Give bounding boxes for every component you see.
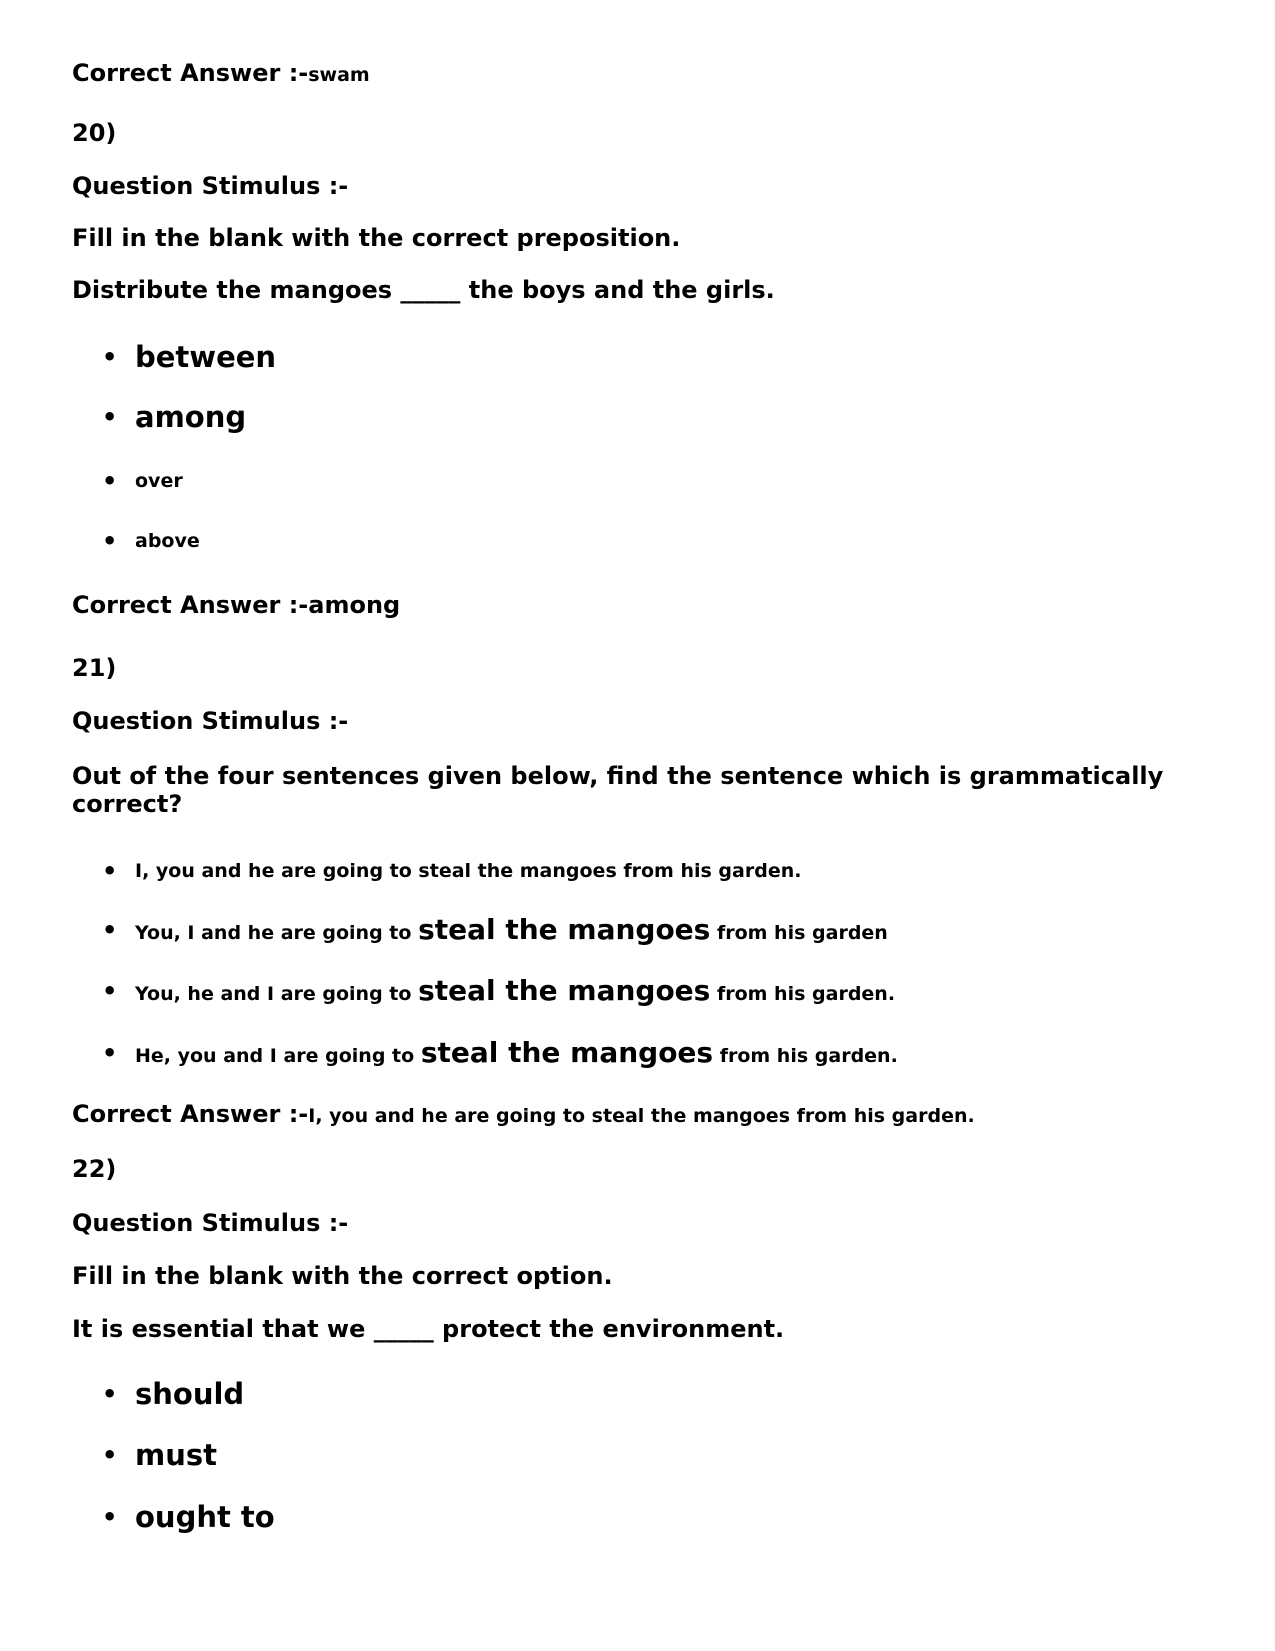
question-stimulus-label: Question Stimulus :- [72, 707, 349, 735]
answer-label: Correct Answer :- [72, 1100, 309, 1128]
answer-line [72, 58, 370, 90]
option-text-emphasis: steal the mangoes [420, 1036, 714, 1069]
bullet-icon: • [102, 403, 118, 431]
answer-label: Correct Answer :- [72, 591, 309, 619]
option-text: over [135, 470, 183, 492]
question-stimulus-label: Question Stimulus :- [72, 1209, 349, 1237]
answer-line [72, 1099, 975, 1131]
bullet-icon: • [102, 527, 118, 555]
bullet-icon: • [102, 977, 118, 1005]
option-text: above [135, 530, 200, 552]
option-text: should [135, 1377, 245, 1411]
option-text [135, 914, 888, 949]
bullet-icon: • [102, 857, 118, 885]
question-number: 21) [72, 654, 117, 682]
option-text-post: from his garden. [710, 983, 896, 1005]
answer-line [72, 590, 400, 620]
option-text-post: from his garden. [713, 1045, 898, 1067]
option-text-pre: He, you and I are going to [135, 1045, 421, 1067]
option-text: between [135, 340, 277, 374]
question-sentence: It is essential that we _____ protect the environment. [72, 1315, 785, 1343]
answer-value: I, you and he are going to steal the mangoes from his garden. [308, 1105, 975, 1127]
option-text: ought to [135, 1500, 275, 1534]
option-text: I, you and he are going to steal the mangoes from his garden. [135, 860, 802, 882]
answer-value: swam [308, 64, 370, 86]
question-instruction: Out of the four sentences given below, find the sentence which is grammatically correct? [72, 762, 1164, 818]
bullet-icon: • [102, 1380, 118, 1408]
question-stimulus-label: Question Stimulus :- [72, 172, 349, 200]
option-text-pre: You, he and I are going to [135, 983, 419, 1005]
bullet-icon: • [102, 343, 118, 371]
option-text-post: from his garden [710, 922, 888, 944]
option-text-emphasis: steal the mangoes [418, 913, 711, 946]
bullet-icon: • [102, 1039, 118, 1067]
bullet-icon: • [102, 1441, 118, 1469]
answer-label: Correct Answer :- [72, 59, 309, 87]
question-sentence: Distribute the mangoes _____ the boys and the girls. [72, 276, 775, 304]
option-text [135, 1037, 898, 1072]
bullet-icon: • [102, 467, 118, 495]
answer-value: among [308, 591, 401, 619]
option-text-emphasis: steal the mangoes [418, 974, 711, 1007]
bullet-icon: • [102, 1503, 118, 1531]
option-text: among [135, 400, 247, 434]
question-instruction: Fill in the blank with the correct option. [72, 1262, 613, 1290]
bullet-icon: • [102, 916, 118, 944]
question-number: 22) [72, 1155, 117, 1183]
question-instruction: Fill in the blank with the correct preposition. [72, 224, 681, 252]
option-text: must [135, 1438, 217, 1472]
question-number: 20) [72, 119, 117, 147]
option-text [135, 975, 895, 1010]
option-text-pre: You, I and he are going to [135, 922, 419, 944]
